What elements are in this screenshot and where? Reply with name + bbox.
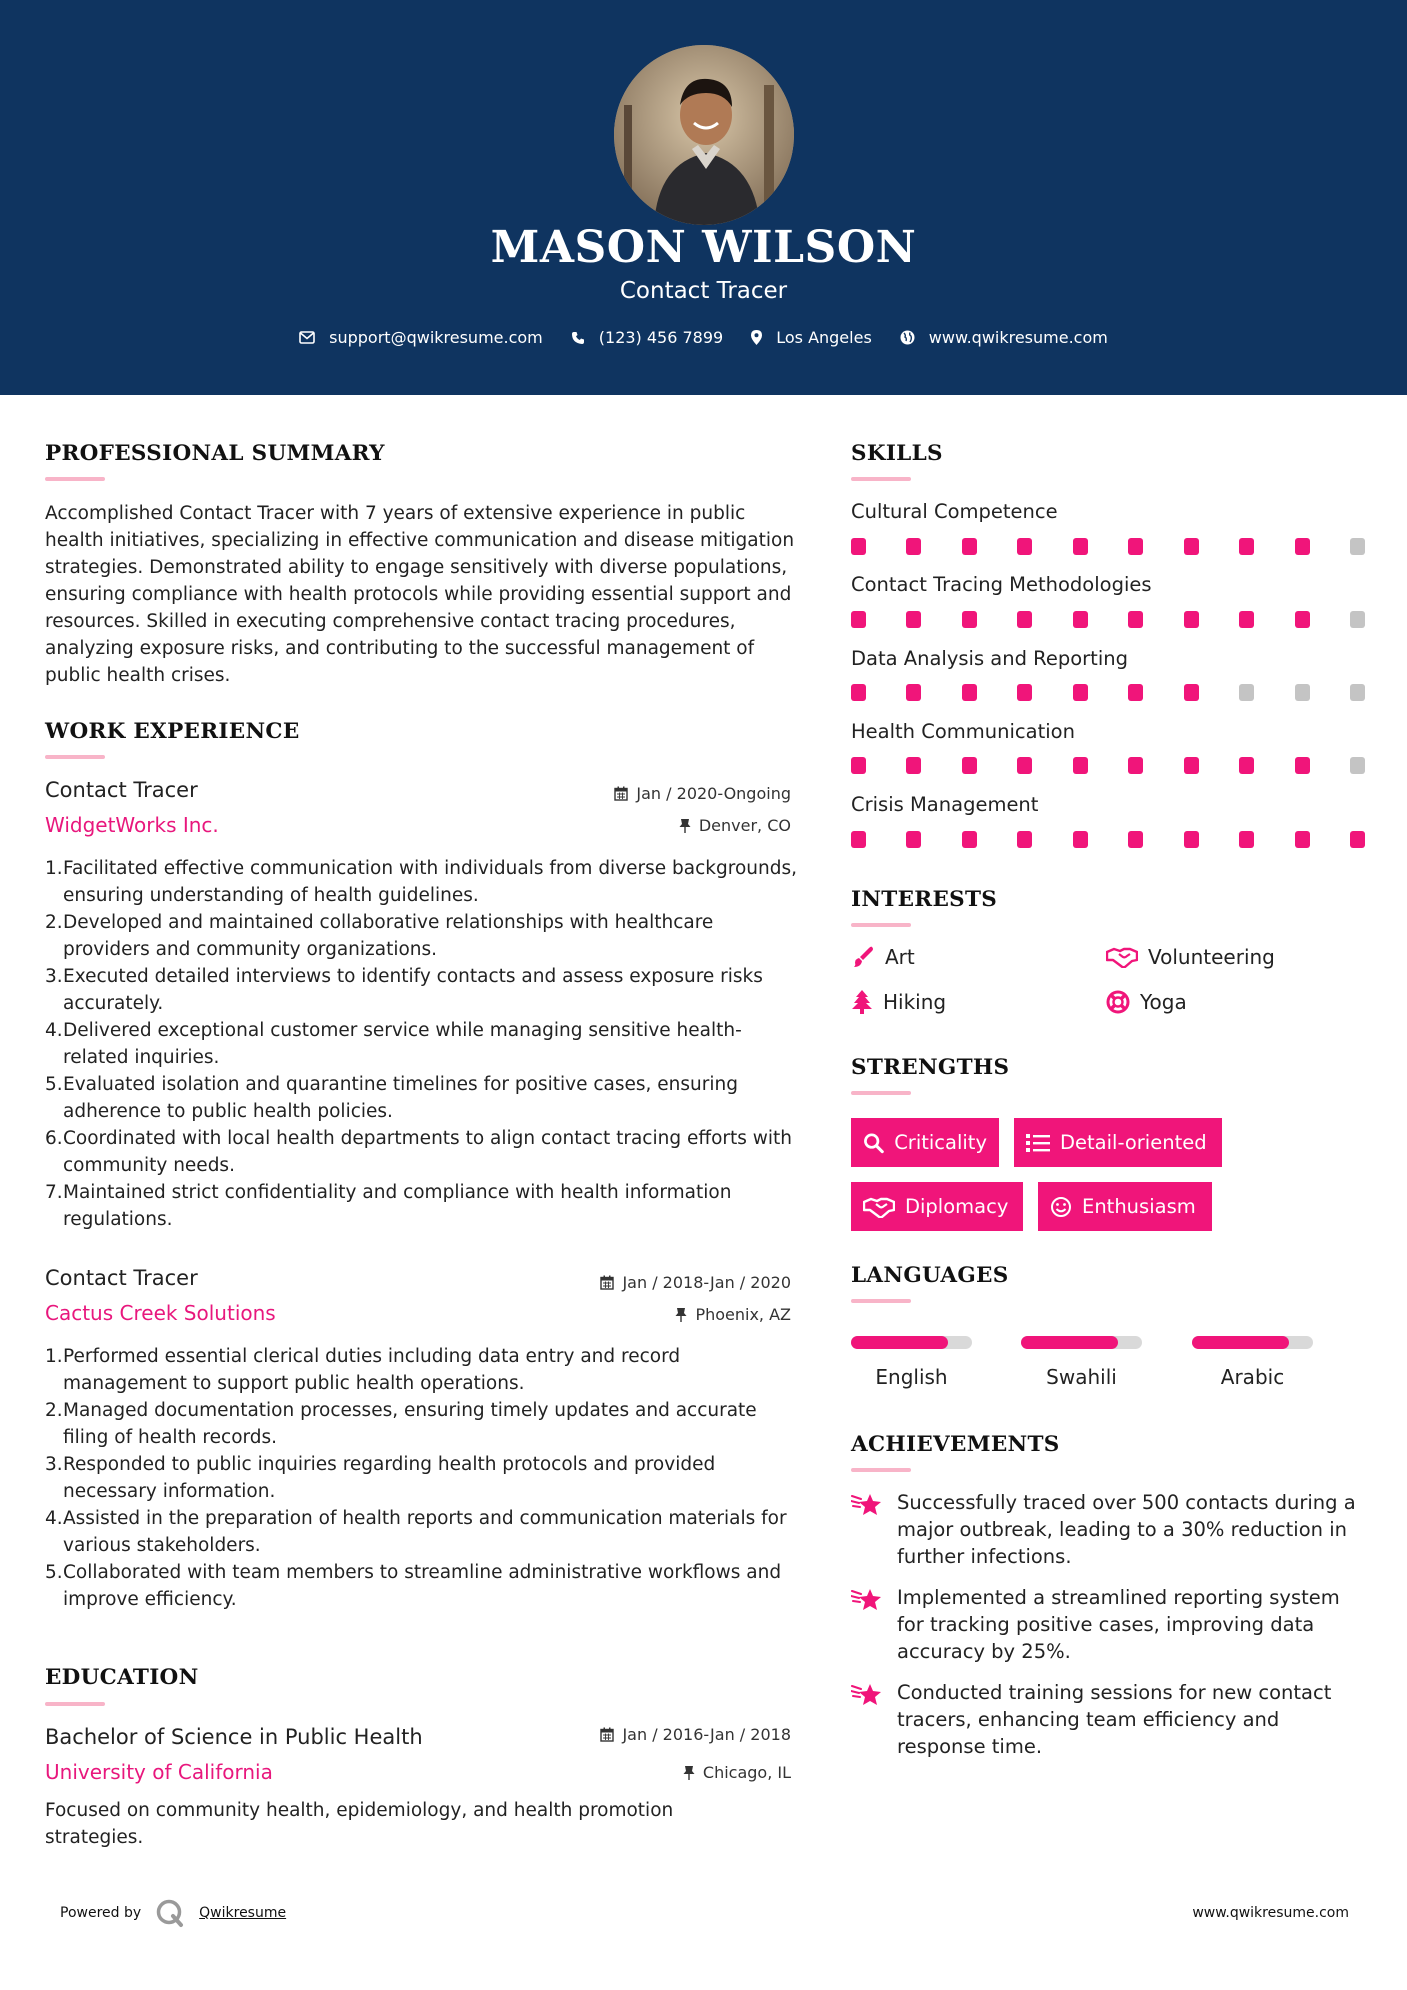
job-dates — [500, 1273, 791, 1292]
summary-heading: PROFESSIONAL SUMMARY — [45, 441, 385, 466]
lifebuoy-icon — [1106, 990, 1130, 1014]
list-item: 5. Evaluated isolation and quarantine timelines for positive cases, ensuring adherence to public health policies. — [45, 1074, 738, 1122]
skill-dot-filled — [1128, 757, 1143, 774]
summary-underline — [45, 477, 105, 481]
pushpin-icon — [683, 1765, 695, 1780]
strength-badge — [851, 1118, 999, 1167]
job-location-text: Denver, CO — [698, 816, 791, 835]
skill-dot-filled — [1073, 757, 1088, 774]
shooting-star-icon — [851, 1681, 883, 1707]
skill-name: Crisis Management — [851, 793, 1039, 816]
language-level-bar — [851, 1336, 972, 1349]
achievements-heading: ACHIEVEMENTS — [851, 1432, 1060, 1457]
language-level-fill — [1192, 1336, 1289, 1349]
skill-dot-filled — [1295, 538, 1310, 555]
achievement-text: Conducted training sessions for new contact tracers, enhancing team efficiency and response time. — [897, 1681, 1332, 1758]
skill-dot-filled — [851, 757, 866, 774]
skill-dot-filled — [1295, 611, 1310, 628]
skill-dot-filled — [851, 684, 866, 701]
contact-bar — [0, 328, 1407, 347]
skill-dot-filled — [906, 538, 921, 555]
skill-dot-filled — [1128, 538, 1143, 555]
skill-dot-filled — [906, 684, 921, 701]
skill-dot-filled — [1017, 757, 1032, 774]
candidate-title: Contact Tracer — [619, 278, 788, 304]
list-item: 4. Assisted in the preparation of health reports and communication materials for various stakeholders. — [45, 1508, 787, 1556]
education-location — [500, 1763, 791, 1782]
skill-dot-filled — [1295, 831, 1310, 848]
skill-dot-filled — [851, 538, 866, 555]
contact-email[interactable] — [299, 328, 543, 347]
list-item: 1. Performed essential clerical duties including data entry and record management to support public health operations. — [45, 1346, 681, 1394]
skill-name: Health Communication — [851, 720, 1075, 743]
shooting-star-icon — [851, 1586, 883, 1612]
envelope-icon — [299, 331, 315, 344]
strengths-underline — [851, 1091, 911, 1095]
skill-dot-filled — [1239, 831, 1254, 848]
strength-badge — [1014, 1118, 1222, 1167]
contact-email-text: support@qwikresume.com — [329, 328, 543, 347]
interests-heading: INTERESTS — [851, 887, 998, 912]
list-item: 3. Executed detailed interviews to identify contacts and assess exposure risks accurately. — [45, 966, 763, 1014]
globe-icon — [900, 330, 915, 345]
powered-by-label: Powered by — [60, 1905, 142, 1921]
map-pin-icon — [751, 330, 762, 345]
job-location — [500, 816, 791, 835]
experience-underline — [45, 755, 105, 759]
skill-dot-empty — [1350, 538, 1365, 555]
skill-dot-filled — [1017, 831, 1032, 848]
job-location — [500, 1305, 791, 1324]
strength-badge — [1038, 1182, 1212, 1231]
skills-heading: SKILLS — [851, 441, 943, 466]
skill-name: Data Analysis and Reporting — [851, 647, 1128, 670]
degree-title: Bachelor of Science in Public Health — [45, 1725, 423, 1749]
list-icon — [1026, 1133, 1050, 1153]
skill-dot-filled — [962, 538, 977, 555]
skill-dot-filled — [1239, 538, 1254, 555]
list-item: 2. Managed documentation processes, ensuring timely updates and accurate filing of health records. — [45, 1400, 757, 1448]
skill-dot-filled — [1184, 757, 1199, 774]
education-underline — [45, 1702, 105, 1706]
education-dates-text: Jan / 2016-Jan / 2018 — [622, 1725, 791, 1744]
calendar-icon — [614, 786, 628, 801]
skill-dot-empty — [1239, 684, 1254, 701]
contact-phone[interactable] — [571, 328, 723, 347]
qwikresume-logo-icon — [155, 1898, 185, 1928]
skill-dot-filled — [962, 684, 977, 701]
skill-rating — [851, 611, 1365, 629]
interest-label: Art — [885, 945, 915, 969]
interest-item — [1106, 945, 1275, 969]
skill-dot-filled — [1295, 757, 1310, 774]
skill-dot-filled — [1017, 684, 1032, 701]
skill-name: Cultural Competence — [851, 500, 1058, 523]
job-title: Contact Tracer — [45, 778, 198, 802]
skill-dot-filled — [962, 611, 977, 628]
interests-underline — [851, 923, 911, 927]
interest-item — [1106, 990, 1187, 1014]
skill-dot-filled — [1239, 611, 1254, 628]
skill-rating — [851, 538, 1365, 556]
skill-rating — [851, 684, 1365, 702]
achievement-item — [851, 1489, 1371, 1570]
smile-icon — [1050, 1196, 1072, 1218]
pushpin-icon — [679, 818, 691, 833]
contact-location — [751, 328, 872, 347]
footer-website[interactable]: www.qwikresume.com — [1192, 1905, 1349, 1921]
job-bullets — [45, 855, 805, 1233]
skill-dot-filled — [1184, 831, 1199, 848]
skill-dot-filled — [1073, 831, 1088, 848]
education-heading: EDUCATION — [45, 1665, 199, 1690]
languages-heading: LANGUAGES — [851, 1263, 1009, 1288]
achievement-item — [851, 1584, 1371, 1665]
list-item: 5. Collaborated with team members to streamline administrative workflows and improve efficiency. — [45, 1562, 782, 1610]
skill-dot-filled — [1073, 611, 1088, 628]
language-name: Swahili — [1046, 1365, 1117, 1389]
paintbrush-icon — [851, 945, 875, 969]
contact-phone-text: (123) 456 7899 — [598, 328, 724, 347]
interest-item — [851, 945, 915, 969]
skill-dot-filled — [1073, 538, 1088, 555]
language-level-fill — [851, 1336, 948, 1349]
calendar-icon — [600, 1727, 614, 1742]
skill-dot-empty — [1350, 684, 1365, 701]
skill-dot-filled — [1128, 611, 1143, 628]
skill-rating — [851, 831, 1365, 849]
strength-label: Enthusiasm — [1082, 1195, 1196, 1218]
list-item: 6. Coordinated with local health departments to align contact tracing efforts with community needs. — [45, 1128, 793, 1176]
job-company: Cactus Creek Solutions — [45, 1301, 276, 1325]
candidate-name: MASON WILSON — [490, 222, 917, 273]
skill-dot-filled — [851, 831, 866, 848]
list-item: 7. Maintained strict confidentiality and compliance with health information regulations. — [45, 1182, 732, 1230]
skill-dot-filled — [1017, 611, 1032, 628]
experience-heading: WORK EXPERIENCE — [45, 719, 300, 744]
school-name: University of California — [45, 1760, 273, 1784]
skill-dot-filled — [1128, 684, 1143, 701]
skill-dot-empty — [1350, 611, 1365, 628]
footer-powered-by — [60, 1898, 286, 1928]
interest-item — [851, 990, 946, 1014]
list-item: 1. Facilitated effective communication with individuals from diverse backgrounds, ensuring understanding of health guidelines. — [45, 858, 797, 906]
search-icon — [863, 1132, 884, 1154]
handshake-icon — [863, 1196, 895, 1218]
skill-rating — [851, 757, 1365, 775]
skill-dot-filled — [906, 611, 921, 628]
language-level-bar — [1021, 1336, 1142, 1349]
tree-icon — [851, 990, 873, 1014]
strength-label: Criticality — [894, 1131, 987, 1154]
achievement-text: Implemented a streamlined reporting system for tracking positive cases, improving data accuracy by 25%. — [897, 1586, 1340, 1663]
skill-dot-filled — [1017, 538, 1032, 555]
job-dates-text: Jan / 2020-Ongoing — [636, 784, 791, 803]
job-dates — [500, 784, 791, 803]
language-name: Arabic — [1220, 1365, 1285, 1389]
skill-dot-filled — [1184, 611, 1199, 628]
skill-dot-filled — [962, 757, 977, 774]
skill-dot-empty — [1295, 684, 1310, 701]
language-level-bar — [1192, 1336, 1313, 1349]
skill-dot-filled — [1350, 831, 1365, 848]
strength-label: Diplomacy — [905, 1195, 1009, 1218]
skill-dot-filled — [1184, 684, 1199, 701]
resume-header — [0, 0, 1407, 395]
job-bullets — [45, 1343, 805, 1613]
achievement-item — [851, 1679, 1371, 1760]
skill-dot-filled — [1239, 757, 1254, 774]
list-item: 3. Responded to public inquiries regarding health protocols and provided necessary information. — [45, 1454, 716, 1502]
job-title: Contact Tracer — [45, 1266, 198, 1290]
pushpin-icon — [675, 1307, 687, 1322]
summary-text: Accomplished Contact Tracer with 7 years of extensive experience in public health initiatives, specializing in effective communication and disease mitigation strategies. Demonstrated ability to engage sensitively with diverse populations, ensuring compliance with health protocols while providing essential support and resources. Skilled in executing comprehensive contact tracing procedures, analyzing exposure risks, and contributing to the successful management of public health crises. — [45, 503, 795, 686]
skill-dot-filled — [851, 611, 866, 628]
achievements-underline — [851, 1468, 911, 1472]
education-dates — [500, 1725, 791, 1744]
handshake-icon — [1106, 946, 1138, 968]
education-description: Focused on community health, epidemiology, and health promotion strategies. — [45, 1800, 674, 1848]
skills-underline — [851, 477, 911, 481]
strength-label: Detail-oriented — [1060, 1131, 1207, 1154]
achievement-text: Successfully traced over 500 contacts during a major outbreak, leading to a 30% reduction in further infections. — [897, 1491, 1356, 1568]
contact-website-text: www.qwikresume.com — [928, 328, 1108, 347]
qwikresume-link[interactable]: Qwikresume — [199, 1905, 287, 1921]
skill-dot-empty — [1350, 757, 1365, 774]
job-location-text: Phoenix, AZ — [695, 1305, 791, 1324]
list-item: 4. Delivered exceptional customer service while managing sensitive health-related inquiries. — [45, 1020, 742, 1068]
skill-dot-filled — [906, 831, 921, 848]
skill-name: Contact Tracing Methodologies — [851, 573, 1152, 596]
strength-badge — [851, 1182, 1023, 1231]
contact-location-text: Los Angeles — [776, 328, 872, 347]
skill-dot-filled — [962, 831, 977, 848]
interest-label: Hiking — [883, 990, 947, 1014]
interest-label: Yoga — [1140, 990, 1187, 1014]
language-level-fill — [1021, 1336, 1118, 1349]
shooting-star-icon — [851, 1491, 883, 1517]
calendar-icon — [600, 1275, 614, 1290]
interest-label: Volunteering — [1148, 945, 1275, 969]
contact-website[interactable] — [900, 328, 1108, 347]
education-location-text: Chicago, IL — [702, 1763, 791, 1782]
profile-photo — [614, 45, 794, 225]
skill-dot-filled — [906, 757, 921, 774]
job-company: WidgetWorks Inc. — [45, 813, 219, 837]
list-item: 2. Developed and maintained collaborative relationships with healthcare providers and community organizations. — [45, 912, 714, 960]
languages-underline — [851, 1299, 911, 1303]
job-dates-text: Jan / 2018-Jan / 2020 — [622, 1273, 791, 1292]
strengths-heading: STRENGTHS — [851, 1055, 1010, 1080]
language-name: English — [875, 1365, 948, 1389]
skill-dot-filled — [1128, 831, 1143, 848]
skill-dot-filled — [1073, 684, 1088, 701]
phone-icon — [571, 331, 585, 345]
skill-dot-filled — [1184, 538, 1199, 555]
